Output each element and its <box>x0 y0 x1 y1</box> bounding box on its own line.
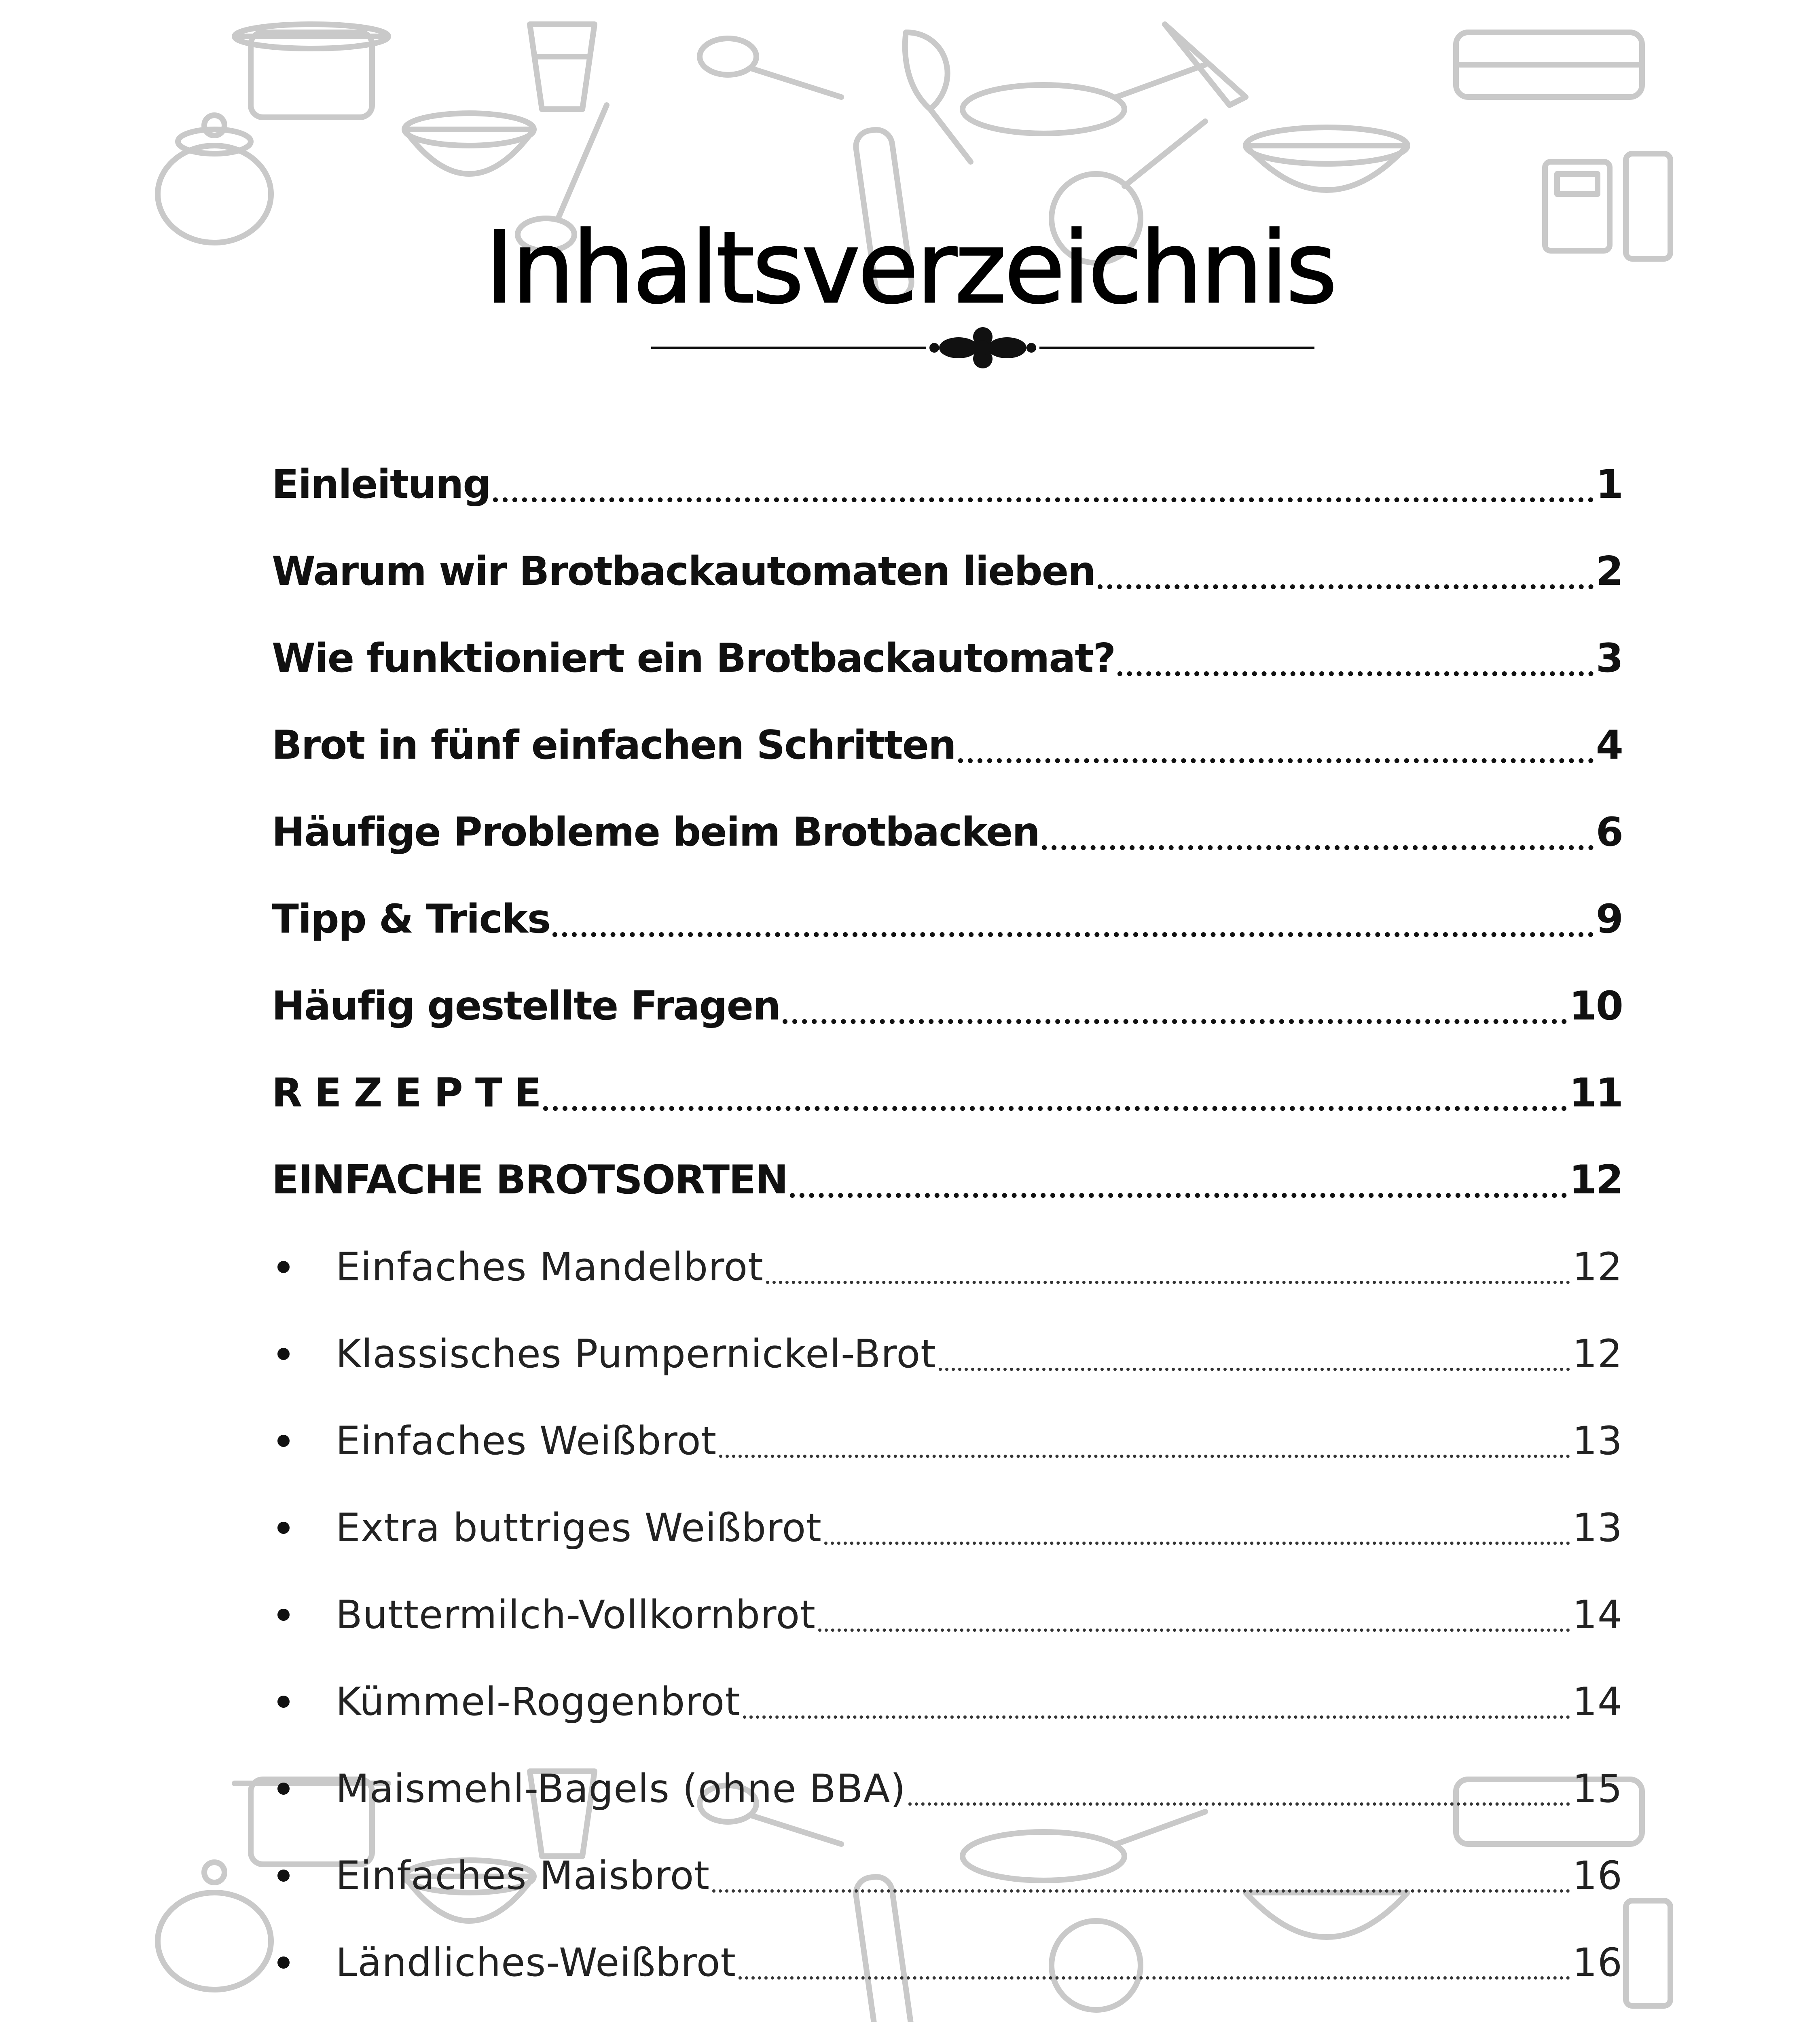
toc-entry-title: Kümmel-Roggenbrot <box>336 1679 741 1724</box>
dot-leader <box>1098 584 1594 589</box>
toc-entry[interactable] <box>272 789 1623 876</box>
toc-entry-title: Einleitung <box>272 461 491 508</box>
toc-page-number: 1 <box>1596 461 1623 508</box>
toc-page-number: 12 <box>1572 1331 1623 1377</box>
spoon-icon <box>700 38 841 97</box>
divider-ornament <box>651 326 1314 370</box>
toc-page-number: 13 <box>1572 1505 1623 1550</box>
pot-icon <box>158 1862 271 1990</box>
pan-icon <box>963 65 1205 133</box>
toc-sub-entry[interactable] <box>272 1484 1623 1571</box>
dot-leader <box>743 1715 1570 1719</box>
pot-icon <box>235 24 388 117</box>
toc-page-number: 3 <box>1596 635 1623 681</box>
toc-entry-title: Klassisches Pumpernickel-Brot <box>336 1331 936 1377</box>
page-title: Inhaltsverzeichnis <box>485 210 1335 326</box>
whisk-icon <box>905 32 971 162</box>
toc-page-number: 12 <box>1572 1244 1623 1290</box>
toc-page-number: 16 <box>1572 1940 1623 1985</box>
bullet-icon <box>277 1348 290 1360</box>
toc-page-number: 12 <box>1569 1157 1623 1203</box>
toc-page-number: 4 <box>1596 722 1623 768</box>
toc-entry-title: Wie funktioniert ein Brotbackautomat? <box>272 635 1115 681</box>
toc-entry[interactable] <box>272 962 1623 1049</box>
toc-sub-entry[interactable] <box>272 1571 1623 1658</box>
dot-leader <box>552 932 1594 937</box>
toc-entry[interactable] <box>272 876 1623 962</box>
toc-sub-entry[interactable] <box>272 1745 1623 1832</box>
toc-page-number: 13 <box>1572 1418 1623 1464</box>
toc-entry-title: Brot in fünf einfachen Schritten <box>272 722 956 768</box>
bullet-icon <box>277 1696 290 1708</box>
toc-entry-title: Ländliches-Weißbrot <box>336 1940 736 1985</box>
toc-entry-title: EINFACHE BROTSORTEN <box>272 1157 788 1203</box>
toc-page-number: 2 <box>1596 548 1623 594</box>
table-of-contents <box>272 441 1623 2006</box>
toc-entry-title: Häufige Probleme beim Brotbacken <box>272 809 1040 855</box>
bullet-icon <box>277 1956 290 1969</box>
dot-leader <box>719 1455 1570 1458</box>
toc-entry[interactable] <box>272 702 1623 789</box>
toc-sub-entry[interactable] <box>272 1310 1623 1397</box>
cake-pan-icon <box>1456 32 1642 97</box>
toc-page-number: 16 <box>1572 1853 1623 1898</box>
bullet-icon <box>277 1783 290 1795</box>
toc-entry[interactable] <box>272 1049 1623 1136</box>
dot-leader <box>1117 671 1594 676</box>
toc-page-number: 6 <box>1596 809 1623 855</box>
toc-page-number: 10 <box>1569 983 1623 1029</box>
toc-entry-title: Einfaches Mandelbrot <box>336 1244 764 1290</box>
toc-sub-entry[interactable] <box>272 1919 1623 2006</box>
toc-entry-title: Häufig gestellte Fragen <box>272 983 780 1029</box>
dot-leader <box>1042 845 1594 850</box>
dot-leader <box>908 1802 1570 1806</box>
toc-entry[interactable] <box>272 1136 1623 1223</box>
dot-leader <box>818 1629 1570 1632</box>
dot-leader <box>766 1281 1570 1284</box>
toc-entry-title: Warum wir Brotbackautomaten lieben <box>272 548 1095 594</box>
glass-icon <box>530 24 595 109</box>
dot-leader <box>543 1106 1567 1111</box>
dot-leader <box>712 1889 1570 1893</box>
toc-sub-entry[interactable] <box>272 1397 1623 1484</box>
toc-entry-title: Einfaches Maisbrot <box>336 1853 710 1898</box>
dot-leader <box>783 1019 1567 1024</box>
toc-entry[interactable] <box>272 528 1623 615</box>
bullet-icon <box>277 1261 290 1273</box>
toc-page-number: 9 <box>1596 896 1623 942</box>
dot-leader <box>790 1193 1567 1198</box>
bullet-icon <box>277 1870 290 1882</box>
dot-leader <box>939 1368 1570 1371</box>
toc-page-number: 11 <box>1569 1070 1623 1116</box>
grater-icon <box>1626 1901 1670 2006</box>
toc-sub-entry[interactable] <box>272 1658 1623 1745</box>
toc-page-number: 14 <box>1572 1592 1623 1637</box>
bowl-icon <box>1246 127 1407 190</box>
bowl-icon <box>404 113 534 174</box>
toc-sub-entry[interactable] <box>272 1832 1623 1919</box>
toc-page-number: 14 <box>1572 1679 1623 1724</box>
toc-entry-title: R E Z E P T E <box>272 1070 541 1116</box>
toc-entry-title: Maismehl-Bagels (ohne BBA) <box>336 1766 906 1811</box>
toc-page-number: 15 <box>1572 1766 1623 1811</box>
toc-entry-title: Buttermilch-Vollkornbrot <box>336 1592 816 1637</box>
toc-entry-title: Einfaches Weißbrot <box>336 1418 717 1464</box>
bullet-icon <box>277 1609 290 1621</box>
toc-entry[interactable] <box>272 441 1623 528</box>
dot-leader <box>493 497 1594 502</box>
bullet-icon <box>277 1435 290 1447</box>
bullet-icon <box>277 1522 290 1534</box>
toc-sub-entry[interactable] <box>272 1223 1623 1310</box>
dot-leader <box>958 758 1594 763</box>
toc-entry[interactable] <box>272 615 1623 702</box>
toc-entry-title: Tipp & Tricks <box>272 896 550 942</box>
dot-leader <box>824 1542 1570 1545</box>
toc-entry-title: Extra buttriges Weißbrot <box>336 1505 822 1550</box>
dot-leader <box>739 1976 1570 1980</box>
